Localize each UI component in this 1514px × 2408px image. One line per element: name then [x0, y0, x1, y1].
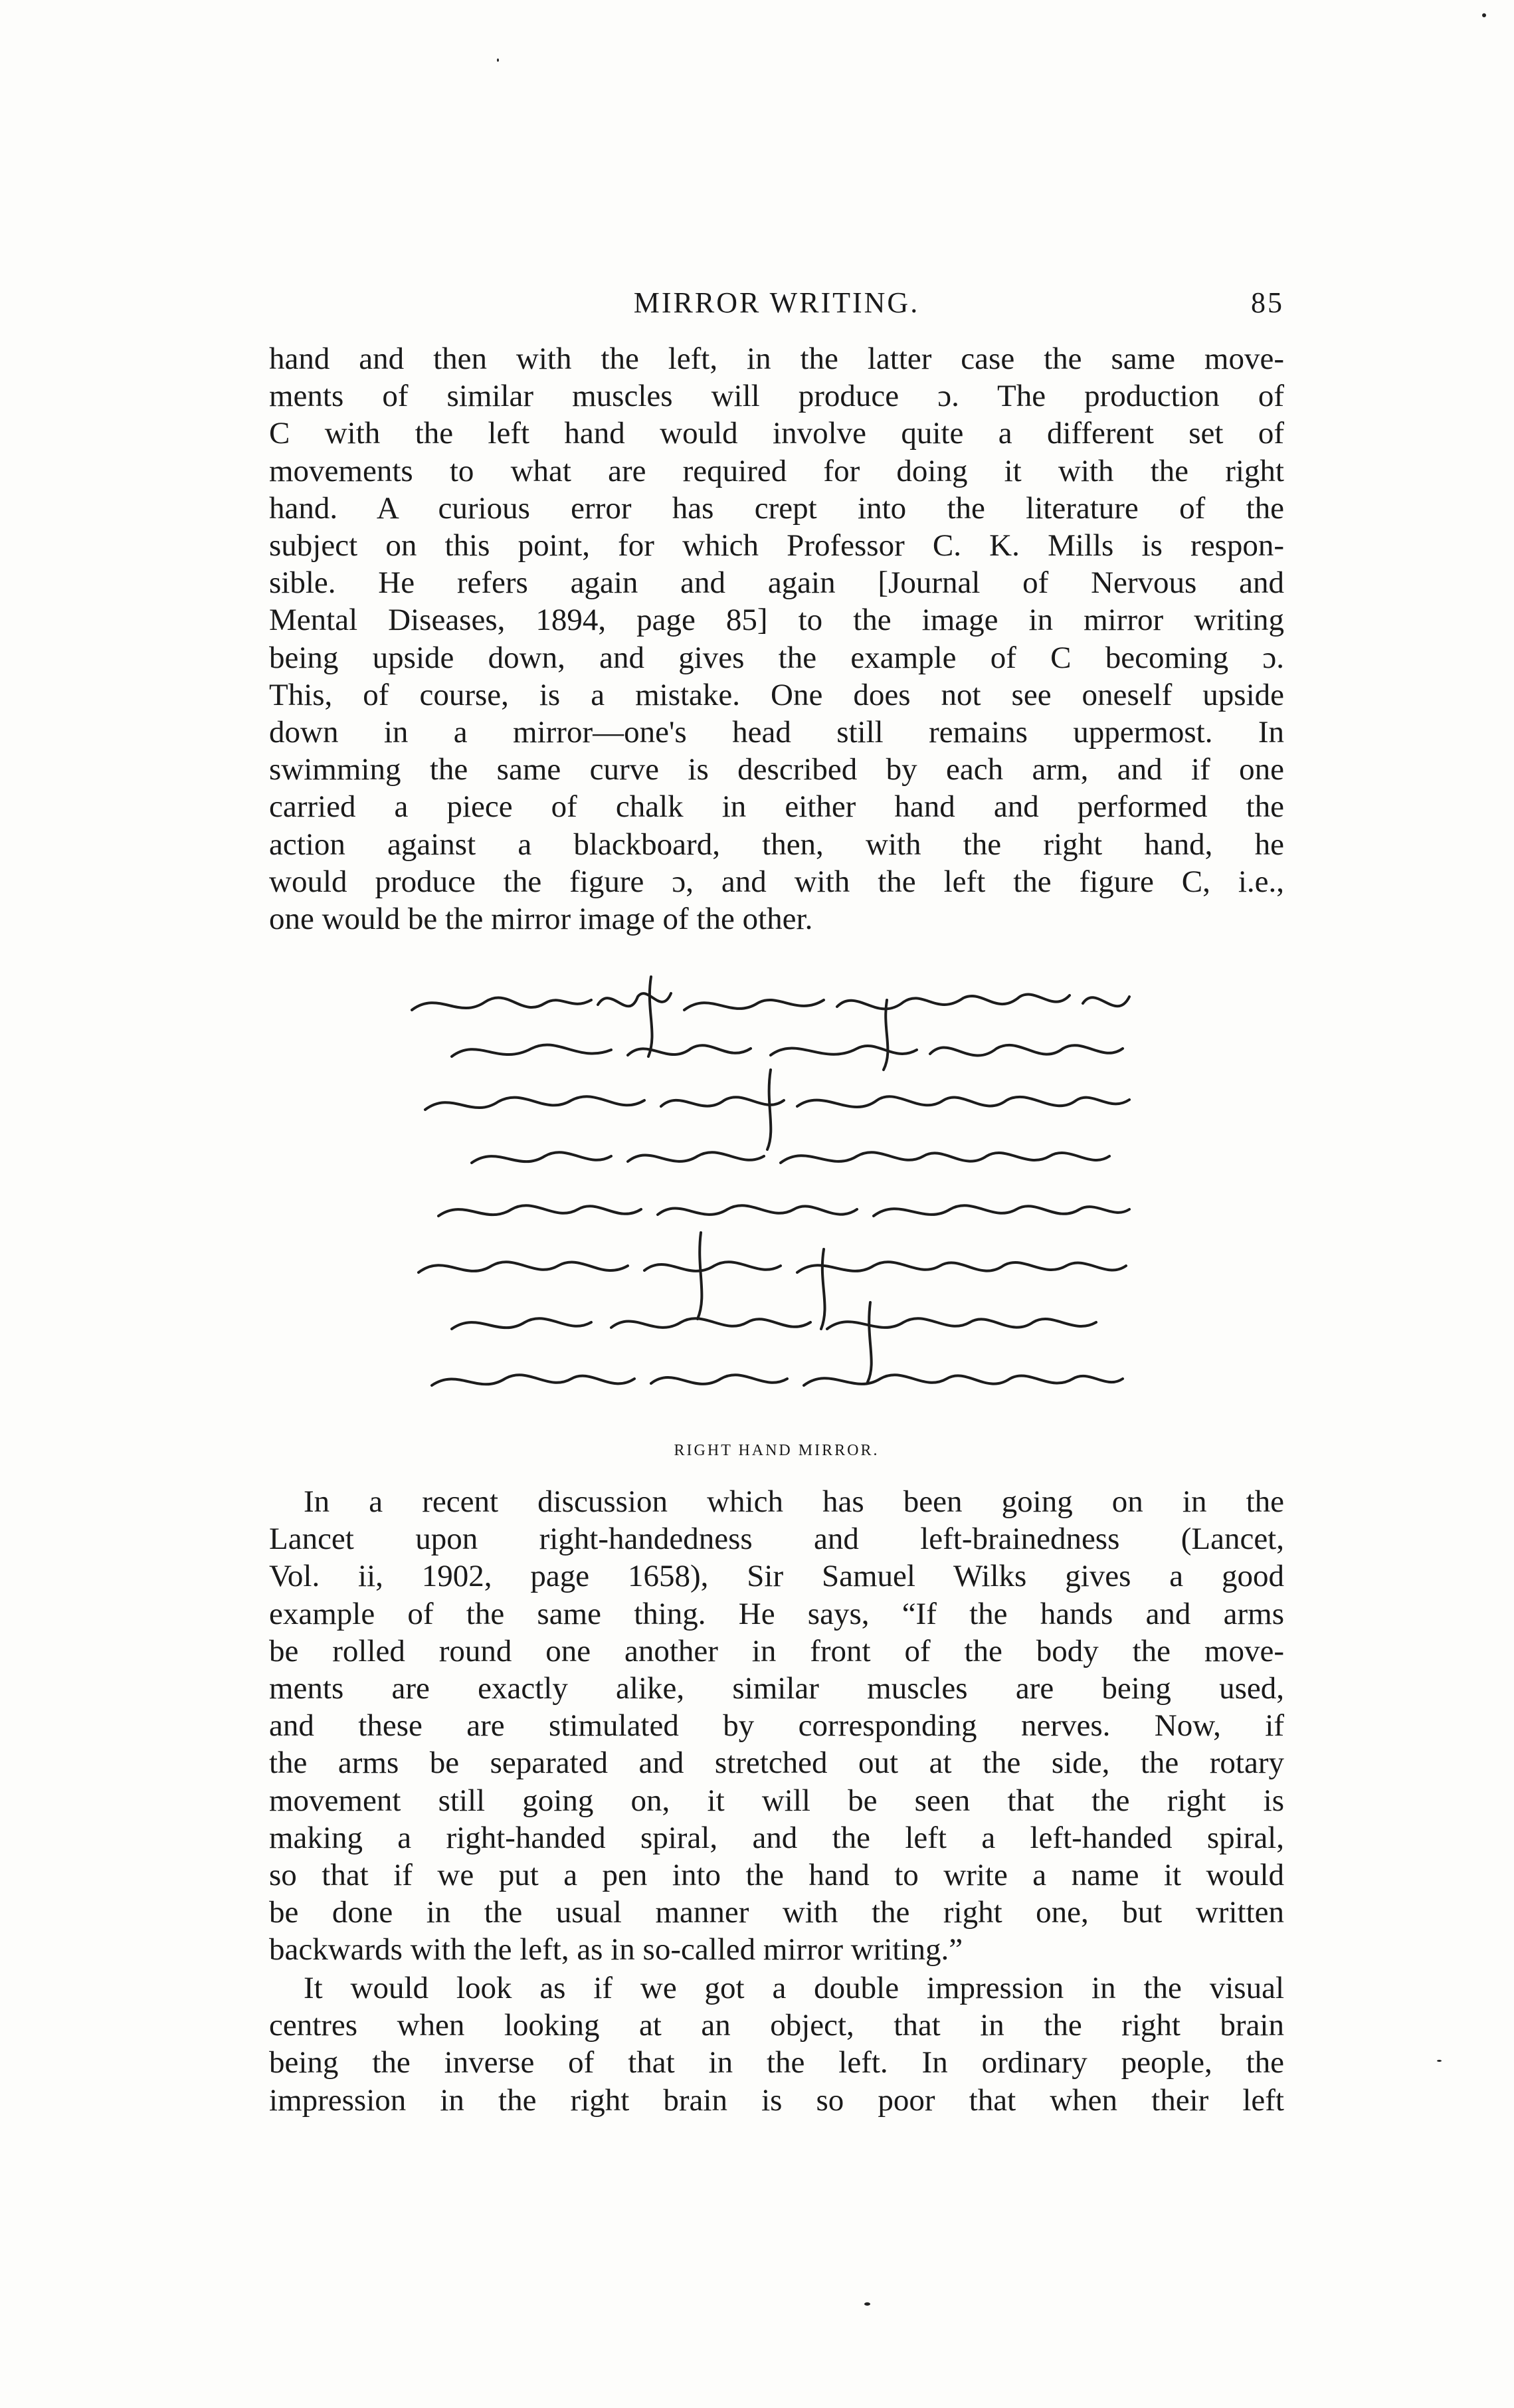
text-line: movement still going on, it will be seen that the right is	[269, 1783, 1284, 1818]
paragraph-3	[269, 1969, 1284, 2119]
speck-mark	[864, 2302, 870, 2306]
text-line: action against a blackboard, then, with the right hand, he	[269, 827, 1284, 862]
running-title: MIRROR WRITING.	[633, 286, 920, 319]
text-line: ments of similar muscles will produce ɔ. The production of	[269, 379, 1284, 414]
text-line: and these are stimulated by corresponding nerves. Now, if	[269, 1708, 1284, 1744]
text-line: ments are exactly alike, similar muscles are being used,	[269, 1671, 1284, 1706]
text-line: hand and then with the left, in the latter case the same move-	[269, 342, 1284, 376]
text-line: subject on this point, for which Professor C. K. Mills is respon-	[269, 528, 1284, 563]
text-line: It would look as if we got a double impression in the visual	[304, 1971, 1284, 2005]
text-line: carried a piece of chalk in either hand and performed the	[269, 789, 1284, 825]
text-line: be rolled round one another in front of the body the move-	[269, 1633, 1284, 1668]
mirror-writing-specimen	[399, 970, 1143, 1429]
text-line: C with the left hand would involve quite a different set of	[269, 416, 1284, 451]
text-line: centres when looking at an object, that in the right brain	[269, 2008, 1284, 2043]
text-line: backwards with the left, as in so-called mirror writing.”	[269, 1932, 963, 1967]
text-line: down in a mirror—one's head still remains uppermost. In	[269, 715, 1284, 750]
text-line: making a right-handed spiral, and the left a left-handed spiral,	[269, 1820, 1284, 1855]
text-line: Lancet upon right-handedness and left-brainedness (Lancet,	[269, 1522, 1284, 1557]
text-line: hand. A curious error has crept into the literature of the	[269, 490, 1284, 526]
speck-mark	[1437, 2060, 1442, 2062]
text-line: movements to what are required for doing it with the right	[269, 453, 1284, 488]
text-line: being the inverse of that in the left. In ordinary people, the	[269, 2045, 1284, 2080]
text-line: Vol. ii, 1902, page 1658), Sir Samuel Wilks gives a good	[269, 1559, 1284, 1594]
text-line: sible. He refers again and again [Journal of Nervous and	[269, 565, 1284, 601]
text-line: This, of course, is a mistake. One does not see oneself upside	[269, 677, 1284, 712]
handwriting-illustration	[399, 970, 1143, 1429]
paragraph-2	[269, 1483, 1284, 1969]
paragraph-1	[269, 340, 1284, 938]
text-line: In a recent discussion which has been going on in the	[304, 1484, 1284, 1519]
text-line: would produce the figure ɔ, and with the left the figure C, i.e.,	[269, 864, 1284, 899]
text-line: impression in the right brain is so poor that when their left	[269, 2082, 1284, 2118]
text-line: Mental Diseases, 1894, page 85] to the image in mirror writing	[269, 603, 1284, 638]
speck-mark	[497, 58, 499, 62]
speck-mark	[1482, 13, 1486, 17]
text-line: swimming the same curve is described by each arm, and if one	[269, 752, 1284, 787]
text-line: so that if we put a pen into the hand to write a name it would	[269, 1858, 1284, 1893]
running-head	[269, 286, 1284, 326]
text-line: being upside down, and gives the example of C becoming ɔ.	[269, 640, 1284, 675]
text-line: the arms be separated and stretched out at the side, the rotary	[269, 1746, 1284, 1781]
text-line: example of the same thing. He says, “If the hands and arms	[269, 1596, 1284, 1631]
text-line: be done in the usual manner with the right one, but written	[269, 1895, 1284, 1930]
text-line: one would be the mirror image of the other.	[269, 902, 813, 937]
figure-caption: RIGHT HAND MIRROR.	[674, 1442, 880, 1459]
page-number: 85	[1251, 286, 1284, 319]
